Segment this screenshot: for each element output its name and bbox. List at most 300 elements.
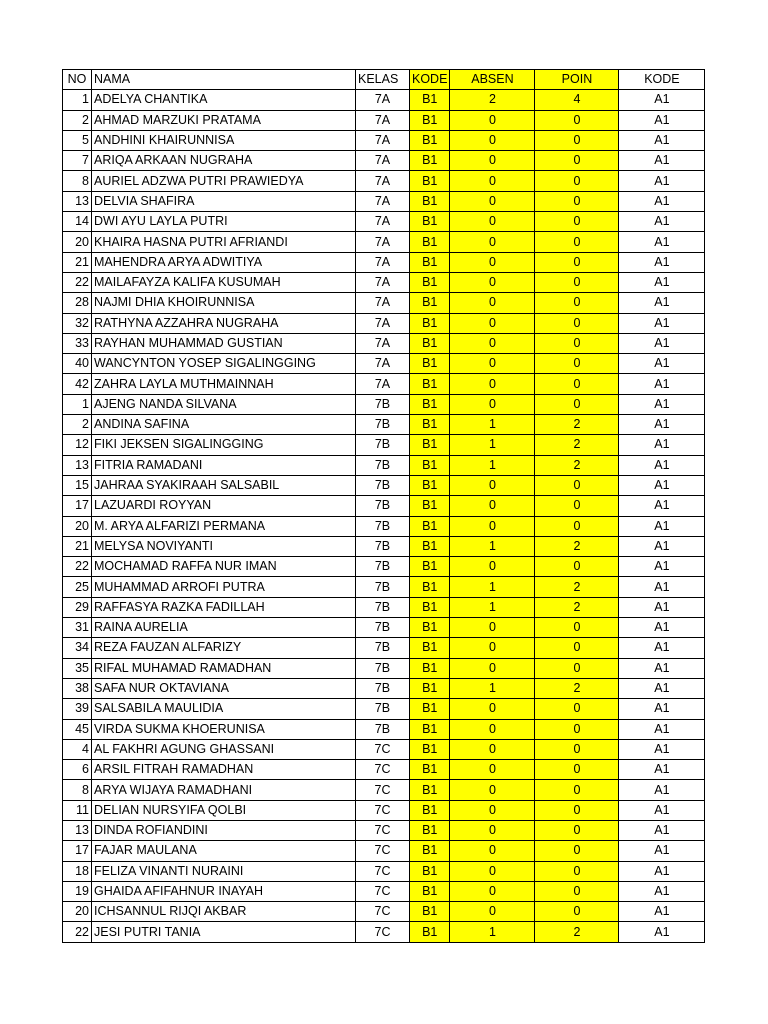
- cell-poin: 0: [535, 861, 619, 881]
- cell-kode: B1: [410, 760, 450, 780]
- cell-kode: B1: [410, 861, 450, 881]
- cell-kelas: 7B: [356, 496, 410, 516]
- cell-kode: B1: [410, 191, 450, 211]
- cell-kode-2: A1: [619, 171, 705, 191]
- cell-absen: 0: [450, 252, 535, 272]
- cell-kode-2: A1: [619, 272, 705, 292]
- cell-kode: B1: [410, 455, 450, 475]
- table-row: [63, 90, 705, 110]
- cell-absen: 0: [450, 557, 535, 577]
- table-body: [63, 90, 705, 942]
- cell-no: 5: [63, 130, 92, 150]
- cell-kode: B1: [410, 577, 450, 597]
- cell-absen: 0: [450, 820, 535, 840]
- cell-no: 2: [63, 415, 92, 435]
- cell-poin: 0: [535, 191, 619, 211]
- cell-nama: MUHAMMAD ARROFI PUTRA: [92, 577, 356, 597]
- cell-nama: REZA FAUZAN ALFARIZY: [92, 638, 356, 658]
- cell-absen: 1: [450, 577, 535, 597]
- cell-nama: MELYSA NOVIYANTI: [92, 536, 356, 556]
- cell-absen: 1: [450, 678, 535, 698]
- cell-poin: 0: [535, 394, 619, 414]
- cell-kode-2: A1: [619, 780, 705, 800]
- cell-kode-2: A1: [619, 881, 705, 901]
- cell-nama: GHAIDA AFIFAHNUR INAYAH: [92, 881, 356, 901]
- cell-kode-2: A1: [619, 861, 705, 881]
- table-row: [63, 881, 705, 901]
- cell-poin: 0: [535, 516, 619, 536]
- cell-no: 20: [63, 516, 92, 536]
- cell-absen: 0: [450, 841, 535, 861]
- cell-kelas: 7C: [356, 841, 410, 861]
- cell-kode-2: A1: [619, 232, 705, 252]
- cell-no: 31: [63, 618, 92, 638]
- cell-absen: 0: [450, 151, 535, 171]
- cell-poin: 0: [535, 902, 619, 922]
- cell-no: 33: [63, 333, 92, 353]
- cell-kode-2: A1: [619, 455, 705, 475]
- cell-no: 12: [63, 435, 92, 455]
- cell-poin: 0: [535, 638, 619, 658]
- table-row: [63, 902, 705, 922]
- cell-kode-2: A1: [619, 699, 705, 719]
- cell-kelas: 7B: [356, 618, 410, 638]
- table-row: [63, 415, 705, 435]
- cell-kode: B1: [410, 272, 450, 292]
- cell-kode: B1: [410, 90, 450, 110]
- cell-nama: LAZUARDI ROYYAN: [92, 496, 356, 516]
- cell-kelas: 7C: [356, 760, 410, 780]
- cell-poin: 2: [535, 455, 619, 475]
- cell-nama: DINDA ROFIANDINI: [92, 820, 356, 840]
- table-row: [63, 557, 705, 577]
- cell-kode-2: A1: [619, 333, 705, 353]
- cell-absen: 0: [450, 902, 535, 922]
- cell-no: 20: [63, 232, 92, 252]
- table-row: [63, 435, 705, 455]
- cell-absen: 0: [450, 760, 535, 780]
- table-row: [63, 232, 705, 252]
- table-row: [63, 618, 705, 638]
- cell-absen: 2: [450, 90, 535, 110]
- cell-absen: 0: [450, 658, 535, 678]
- cell-kelas: 7B: [356, 678, 410, 698]
- table-row: [63, 252, 705, 272]
- cell-nama: ARIQA ARKAAN NUGRAHA: [92, 151, 356, 171]
- cell-kelas: 7B: [356, 435, 410, 455]
- header-kode: KODE: [410, 70, 450, 90]
- cell-kode: B1: [410, 597, 450, 617]
- cell-no: 13: [63, 191, 92, 211]
- cell-no: 11: [63, 800, 92, 820]
- cell-nama: RAFFASYA RAZKA FADILLAH: [92, 597, 356, 617]
- cell-no: 38: [63, 678, 92, 698]
- cell-absen: 0: [450, 232, 535, 252]
- cell-poin: 0: [535, 780, 619, 800]
- cell-kelas: 7A: [356, 110, 410, 130]
- cell-absen: 0: [450, 333, 535, 353]
- cell-kode-2: A1: [619, 394, 705, 414]
- cell-nama: RAYHAN MUHAMMAD GUSTIAN: [92, 333, 356, 353]
- table-row: [63, 496, 705, 516]
- cell-kelas: 7B: [356, 638, 410, 658]
- cell-poin: 0: [535, 272, 619, 292]
- cell-kelas: 7B: [356, 455, 410, 475]
- cell-nama: ZAHRA LAYLA MUTHMAINNAH: [92, 374, 356, 394]
- cell-absen: 1: [450, 922, 535, 942]
- cell-nama: AL FAKHRI AGUNG GHASSANI: [92, 739, 356, 759]
- cell-kode-2: A1: [619, 658, 705, 678]
- table-row: [63, 333, 705, 353]
- cell-no: 21: [63, 536, 92, 556]
- cell-kelas: 7B: [356, 394, 410, 414]
- table-row: [63, 841, 705, 861]
- table-row: [63, 293, 705, 313]
- cell-kelas: 7C: [356, 739, 410, 759]
- table-row: [63, 130, 705, 150]
- cell-absen: 0: [450, 516, 535, 536]
- cell-kelas: 7A: [356, 252, 410, 272]
- cell-nama: ARSIL FITRAH RAMADHAN: [92, 760, 356, 780]
- table-row: [63, 536, 705, 556]
- cell-nama: WANCYNTON YOSEP SIGALINGGING: [92, 354, 356, 374]
- table-row: [63, 658, 705, 678]
- cell-kode: B1: [410, 922, 450, 942]
- cell-kelas: 7A: [356, 212, 410, 232]
- cell-poin: 0: [535, 475, 619, 495]
- cell-nama: KHAIRA HASNA PUTRI AFRIANDI: [92, 232, 356, 252]
- cell-kelas: 7B: [356, 557, 410, 577]
- cell-kelas: 7B: [356, 658, 410, 678]
- cell-absen: 0: [450, 293, 535, 313]
- cell-poin: 0: [535, 618, 619, 638]
- table-row: [63, 455, 705, 475]
- cell-poin: 2: [535, 597, 619, 617]
- cell-no: 7: [63, 151, 92, 171]
- cell-no: 15: [63, 475, 92, 495]
- cell-kode: B1: [410, 536, 450, 556]
- cell-nama: ICHSANNUL RIJQI AKBAR: [92, 902, 356, 922]
- cell-no: 19: [63, 881, 92, 901]
- cell-poin: 0: [535, 800, 619, 820]
- cell-absen: 0: [450, 719, 535, 739]
- cell-kelas: 7A: [356, 354, 410, 374]
- cell-kode-2: A1: [619, 191, 705, 211]
- cell-kelas: 7B: [356, 536, 410, 556]
- cell-absen: 0: [450, 638, 535, 658]
- cell-kode-2: A1: [619, 435, 705, 455]
- table-row: [63, 475, 705, 495]
- header-poin: POIN: [535, 70, 619, 90]
- cell-poin: 2: [535, 415, 619, 435]
- cell-poin: 0: [535, 739, 619, 759]
- cell-nama: JAHRAA SYAKIRAAH SALSABIL: [92, 475, 356, 495]
- table-row: [63, 110, 705, 130]
- cell-kode: B1: [410, 151, 450, 171]
- cell-no: 40: [63, 354, 92, 374]
- cell-kode-2: A1: [619, 313, 705, 333]
- cell-absen: 0: [450, 313, 535, 333]
- cell-kelas: 7B: [356, 699, 410, 719]
- cell-no: 32: [63, 313, 92, 333]
- cell-kode: B1: [410, 780, 450, 800]
- cell-kode-2: A1: [619, 151, 705, 171]
- cell-absen: 1: [450, 455, 535, 475]
- cell-kode: B1: [410, 739, 450, 759]
- cell-kelas: 7A: [356, 90, 410, 110]
- cell-nama: MAHENDRA ARYA ADWITIYA: [92, 252, 356, 272]
- table-row: [63, 394, 705, 414]
- cell-no: 39: [63, 699, 92, 719]
- table-row: [63, 516, 705, 536]
- cell-nama: ARYA WIJAYA RAMADHANI: [92, 780, 356, 800]
- cell-absen: 0: [450, 475, 535, 495]
- cell-poin: 0: [535, 354, 619, 374]
- table-row: [63, 760, 705, 780]
- cell-kode: B1: [410, 333, 450, 353]
- cell-kode: B1: [410, 394, 450, 414]
- cell-kelas: 7A: [356, 191, 410, 211]
- student-table: [62, 69, 705, 943]
- cell-absen: 0: [450, 780, 535, 800]
- cell-no: 2: [63, 110, 92, 130]
- cell-kode-2: A1: [619, 577, 705, 597]
- cell-no: 35: [63, 658, 92, 678]
- cell-kode-2: A1: [619, 678, 705, 698]
- cell-kode: B1: [410, 232, 450, 252]
- cell-kode: B1: [410, 415, 450, 435]
- cell-absen: 0: [450, 800, 535, 820]
- cell-kode-2: A1: [619, 415, 705, 435]
- cell-kode: B1: [410, 618, 450, 638]
- header-kelas: KELAS: [356, 70, 410, 90]
- cell-absen: 0: [450, 739, 535, 759]
- cell-nama: AHMAD MARZUKI PRATAMA: [92, 110, 356, 130]
- cell-poin: 0: [535, 881, 619, 901]
- cell-kelas: 7B: [356, 597, 410, 617]
- table-row: [63, 800, 705, 820]
- cell-kode: B1: [410, 881, 450, 901]
- cell-absen: 0: [450, 110, 535, 130]
- cell-kode: B1: [410, 820, 450, 840]
- cell-nama: JESI PUTRI TANIA: [92, 922, 356, 942]
- cell-absen: 0: [450, 699, 535, 719]
- cell-absen: 0: [450, 881, 535, 901]
- cell-kode: B1: [410, 516, 450, 536]
- cell-kode: B1: [410, 435, 450, 455]
- table-row: [63, 151, 705, 171]
- cell-no: 13: [63, 455, 92, 475]
- cell-no: 21: [63, 252, 92, 272]
- cell-no: 18: [63, 861, 92, 881]
- cell-nama: SALSABILA MAULIDIA: [92, 699, 356, 719]
- cell-kelas: 7C: [356, 902, 410, 922]
- cell-kode-2: A1: [619, 760, 705, 780]
- cell-nama: FELIZA VINANTI NURAINI: [92, 861, 356, 881]
- cell-no: 1: [63, 90, 92, 110]
- cell-kelas: 7C: [356, 861, 410, 881]
- cell-nama: NAJMI DHIA KHOIRUNNISA: [92, 293, 356, 313]
- table-row: [63, 354, 705, 374]
- cell-kode: B1: [410, 557, 450, 577]
- cell-kode-2: A1: [619, 557, 705, 577]
- cell-kelas: 7B: [356, 577, 410, 597]
- cell-no: 4: [63, 739, 92, 759]
- cell-kode: B1: [410, 354, 450, 374]
- cell-nama: AURIEL ADZWA PUTRI PRAWIEDYA: [92, 171, 356, 191]
- cell-kode: B1: [410, 699, 450, 719]
- cell-no: 17: [63, 496, 92, 516]
- table-row: [63, 861, 705, 881]
- cell-kode: B1: [410, 475, 450, 495]
- cell-kode-2: A1: [619, 618, 705, 638]
- cell-kelas: 7A: [356, 293, 410, 313]
- cell-kode-2: A1: [619, 496, 705, 516]
- cell-absen: 1: [450, 597, 535, 617]
- table-row: [63, 313, 705, 333]
- cell-poin: 2: [535, 678, 619, 698]
- cell-nama: SAFA NUR OKTAVIANA: [92, 678, 356, 698]
- cell-absen: 0: [450, 272, 535, 292]
- header-nama: NAMA: [92, 70, 356, 90]
- cell-absen: 0: [450, 130, 535, 150]
- cell-nama: MAILAFAYZA KALIFA KUSUMAH: [92, 272, 356, 292]
- cell-kode: B1: [410, 212, 450, 232]
- cell-kelas: 7A: [356, 232, 410, 252]
- cell-absen: 1: [450, 435, 535, 455]
- cell-kelas: 7A: [356, 272, 410, 292]
- cell-poin: 0: [535, 110, 619, 130]
- cell-kelas: 7B: [356, 719, 410, 739]
- cell-nama: DWI AYU LAYLA PUTRI: [92, 212, 356, 232]
- cell-absen: 0: [450, 618, 535, 638]
- cell-kelas: 7C: [356, 881, 410, 901]
- cell-poin: 4: [535, 90, 619, 110]
- table-row: [63, 374, 705, 394]
- cell-kode-2: A1: [619, 922, 705, 942]
- cell-kode-2: A1: [619, 293, 705, 313]
- cell-poin: 0: [535, 313, 619, 333]
- table-row: [63, 699, 705, 719]
- cell-kelas: 7C: [356, 780, 410, 800]
- cell-poin: 0: [535, 293, 619, 313]
- cell-poin: 0: [535, 130, 619, 150]
- cell-nama: DELVIA SHAFIRA: [92, 191, 356, 211]
- cell-poin: 0: [535, 151, 619, 171]
- cell-no: 13: [63, 820, 92, 840]
- cell-poin: 0: [535, 171, 619, 191]
- cell-kode: B1: [410, 678, 450, 698]
- cell-nama: M. ARYA ALFARIZI PERMANA: [92, 516, 356, 536]
- cell-kode: B1: [410, 130, 450, 150]
- cell-kode-2: A1: [619, 212, 705, 232]
- table-row: [63, 577, 705, 597]
- cell-poin: 0: [535, 496, 619, 516]
- table-row: [63, 820, 705, 840]
- cell-kode: B1: [410, 171, 450, 191]
- table-row: [63, 191, 705, 211]
- cell-poin: 0: [535, 333, 619, 353]
- cell-kode: B1: [410, 902, 450, 922]
- cell-kelas: 7B: [356, 475, 410, 495]
- cell-kelas: 7C: [356, 800, 410, 820]
- cell-nama: RIFAL MUHAMAD RAMADHAN: [92, 658, 356, 678]
- cell-kode-2: A1: [619, 516, 705, 536]
- header-kode-2: KODE: [619, 70, 705, 90]
- cell-kode-2: A1: [619, 597, 705, 617]
- table-row: [63, 780, 705, 800]
- cell-kode-2: A1: [619, 252, 705, 272]
- cell-kode-2: A1: [619, 374, 705, 394]
- table-row: [63, 719, 705, 739]
- cell-poin: 0: [535, 658, 619, 678]
- cell-kode-2: A1: [619, 354, 705, 374]
- cell-nama: VIRDA SUKMA KHOERUNISA: [92, 719, 356, 739]
- cell-nama: DELIAN NURSYIFA QOLBI: [92, 800, 356, 820]
- table-row: [63, 922, 705, 942]
- cell-absen: 0: [450, 171, 535, 191]
- header-absen: ABSEN: [450, 70, 535, 90]
- cell-no: 17: [63, 841, 92, 861]
- cell-no: 42: [63, 374, 92, 394]
- cell-kelas: 7A: [356, 333, 410, 353]
- table-row: [63, 678, 705, 698]
- cell-no: 8: [63, 171, 92, 191]
- cell-no: 29: [63, 597, 92, 617]
- cell-nama: FIKI JEKSEN SIGALINGGING: [92, 435, 356, 455]
- cell-kode: B1: [410, 841, 450, 861]
- cell-kode-2: A1: [619, 536, 705, 556]
- cell-nama: RATHYNA AZZAHRA NUGRAHA: [92, 313, 356, 333]
- cell-kode: B1: [410, 496, 450, 516]
- cell-kode: B1: [410, 313, 450, 333]
- cell-absen: 0: [450, 394, 535, 414]
- cell-kelas: 7A: [356, 130, 410, 150]
- cell-no: 34: [63, 638, 92, 658]
- cell-no: 22: [63, 272, 92, 292]
- cell-poin: 0: [535, 212, 619, 232]
- cell-poin: 0: [535, 820, 619, 840]
- cell-kode: B1: [410, 293, 450, 313]
- cell-poin: 0: [535, 760, 619, 780]
- cell-poin: 2: [535, 536, 619, 556]
- cell-kode: B1: [410, 374, 450, 394]
- cell-poin: 2: [535, 922, 619, 942]
- cell-nama: FITRIA RAMADANI: [92, 455, 356, 475]
- cell-poin: 2: [535, 435, 619, 455]
- table-row: [63, 597, 705, 617]
- cell-absen: 0: [450, 861, 535, 881]
- cell-kode-2: A1: [619, 90, 705, 110]
- cell-kelas: 7A: [356, 151, 410, 171]
- cell-no: 22: [63, 557, 92, 577]
- cell-poin: 0: [535, 252, 619, 272]
- cell-absen: 0: [450, 374, 535, 394]
- table-row: [63, 272, 705, 292]
- cell-no: 45: [63, 719, 92, 739]
- header-no: NO: [63, 70, 92, 90]
- cell-kelas: 7A: [356, 374, 410, 394]
- cell-kelas: 7A: [356, 171, 410, 191]
- cell-kode: B1: [410, 252, 450, 272]
- cell-kelas: 7B: [356, 516, 410, 536]
- table-row: [63, 739, 705, 759]
- cell-kode-2: A1: [619, 475, 705, 495]
- table-row: [63, 212, 705, 232]
- header-row: [63, 70, 705, 90]
- cell-absen: 1: [450, 415, 535, 435]
- cell-nama: ANDHINI KHAIRUNNISA: [92, 130, 356, 150]
